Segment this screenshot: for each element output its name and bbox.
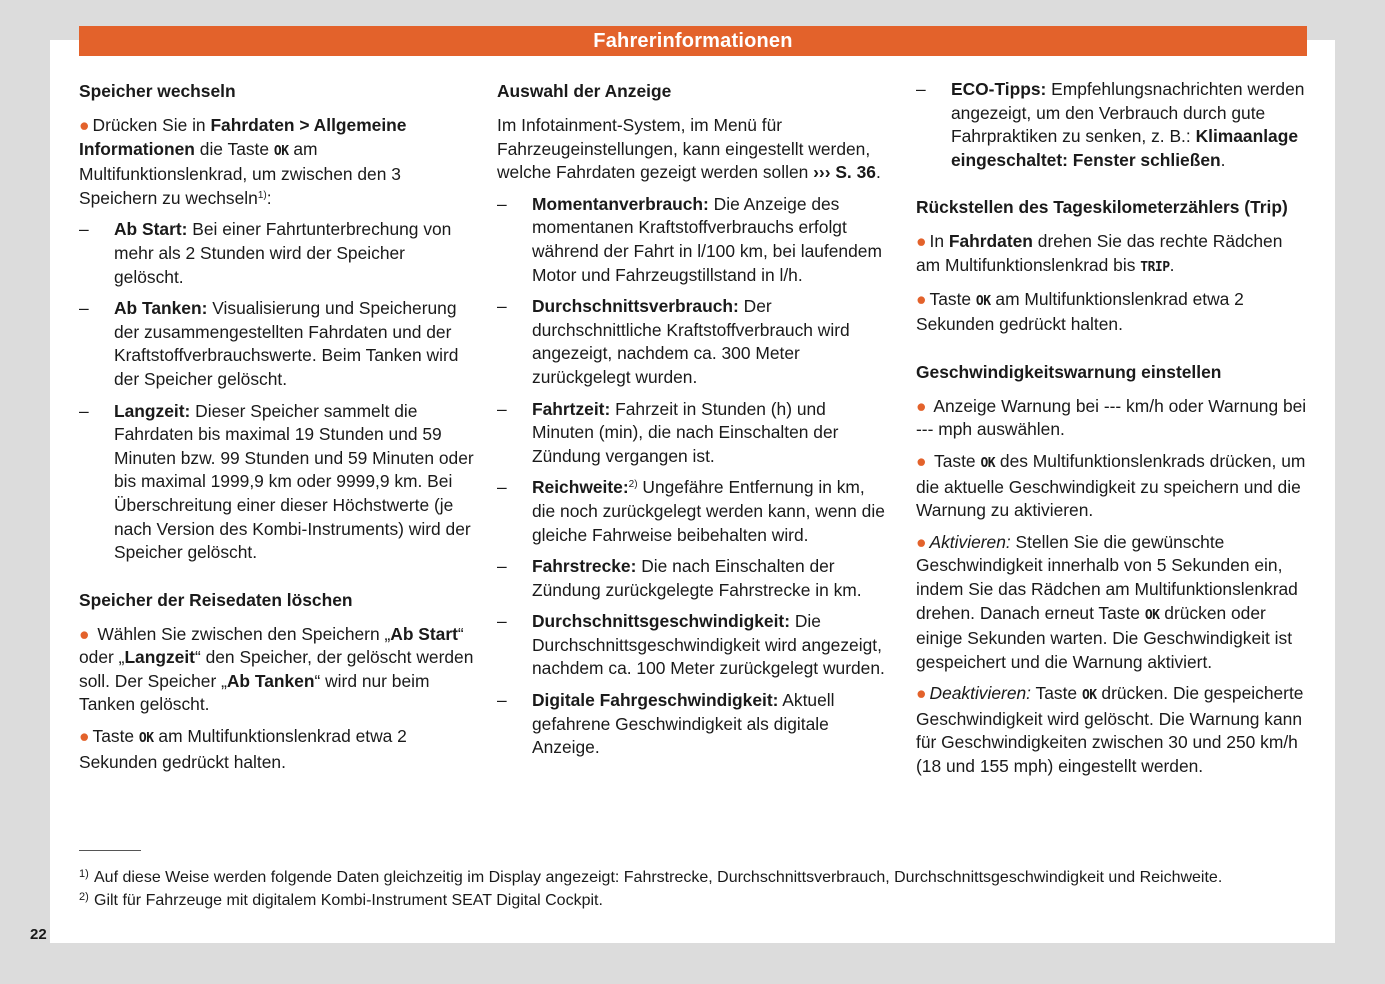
column-3 bbox=[916, 78, 1311, 787]
dash: – bbox=[497, 296, 507, 317]
dash: – bbox=[79, 400, 89, 421]
item-text: Dieser Speicher sammelt die Fahrdaten bis maximal 19 Stunden und 59 Minuten bzw. 99 Stunden und 59 Minuten oder bis maximal 1999,9 km oder 9999,9 km. Bei Überschreitung einer dieser Höchstwerte (je nach Version des Kombi-Instruments) wird der Speicher gelöscht. bbox=[114, 400, 474, 563]
ok-key-icon: OK bbox=[138, 731, 154, 747]
item-label: ECO-Tipps: bbox=[951, 79, 1047, 99]
bullet-icon: ● bbox=[916, 395, 927, 416]
item-text: Bei einer Fahrtunterbrechung von mehr als 2 Stunden wird der Speicher gelöscht. bbox=[114, 219, 452, 287]
list-item bbox=[497, 295, 892, 389]
dash: – bbox=[916, 79, 926, 99]
bullet-icon: ● bbox=[79, 115, 90, 135]
ok-key-icon: OK bbox=[1144, 607, 1160, 623]
item-text: Visualisierung und Speicherung der zusammengestellten Fahrdaten und der Kraftstoffverbrauchswerte. Beim Tanken wird der Speicher gelöscht. bbox=[114, 298, 459, 389]
item-label: Ab Tanken: bbox=[114, 298, 208, 319]
heading-reisedaten-loeschen: Speicher der Reisedaten löschen bbox=[79, 589, 353, 610]
text: am Multifunktionslenkrad etwa 2 Sekunden gedrückt halten. bbox=[79, 726, 407, 772]
bold-text: Fahrdaten > Allgemeine Informationen bbox=[79, 115, 407, 159]
paragraph bbox=[916, 531, 1311, 675]
text: Anzeige Warnung bei --- km/h oder Warnung bei --- mph auswählen. bbox=[916, 395, 1307, 440]
dash: – bbox=[497, 398, 507, 419]
page-reference-link[interactable]: ››› S. 36 bbox=[813, 162, 876, 183]
list-item bbox=[79, 297, 474, 391]
footnote bbox=[79, 866, 1309, 889]
item-label: Reichweite: bbox=[532, 477, 629, 498]
bold-text: Fahrdaten bbox=[948, 231, 1033, 252]
heading-trip-reset: Rückstellen des Tageskilometerzählers (Trip) bbox=[916, 197, 1288, 218]
heading-auswahl-anzeige: Auswahl der Anzeige bbox=[497, 81, 672, 101]
bullet-icon: ● bbox=[916, 683, 927, 704]
dash: – bbox=[497, 690, 507, 711]
bold-text: Klimaanlage eingeschaltet: Fenster schließen bbox=[951, 126, 1299, 170]
item-text: Ungefähre Entfernung in km, die noch zurückgelegt werden kann, wenn die gleiche Fahrweise beibehalten wird. bbox=[532, 477, 885, 545]
list-item bbox=[497, 610, 892, 681]
item-label: Fahrstrecke: bbox=[532, 556, 637, 577]
text: Taste bbox=[1031, 683, 1082, 704]
text: “ wird nur beim Tanken gelöscht. bbox=[79, 670, 430, 715]
paragraph bbox=[79, 114, 474, 210]
paragraph bbox=[916, 288, 1311, 337]
paragraph bbox=[916, 230, 1311, 279]
text: Im Infotainment-System, im Menü für Fahrzeugeinstellungen, kann eingestellt werden, welche Fahrdaten gezeigt werden sollen bbox=[497, 115, 871, 183]
ok-key-icon: OK bbox=[975, 293, 991, 309]
paragraph bbox=[497, 114, 892, 185]
item-label: Durchschnittsgeschwindigkeit: bbox=[532, 611, 790, 632]
item-label: Digitale Fahrgeschwindigkeit: bbox=[532, 690, 779, 711]
ok-key-icon: OK bbox=[1081, 688, 1097, 704]
heading-geschwindigkeitswarnung: Geschwindigkeitswarnung einstellen bbox=[916, 361, 1222, 382]
italic-text: Aktivieren: bbox=[929, 531, 1011, 552]
bullet-icon: ● bbox=[79, 726, 90, 747]
dash: – bbox=[497, 193, 507, 214]
bold-text: Ab Start bbox=[390, 623, 458, 644]
item-text: Aktuell gefahrene Geschwindigkeit als digitale Anzeige. bbox=[532, 690, 835, 758]
text: am Multifunktionslenkrad etwa 2 Sekunden gedrückt halten. bbox=[916, 288, 1244, 335]
list-item bbox=[497, 476, 892, 547]
text: am Multifunktionslenkrad, um zwischen den 3 Speichern zu wechseln bbox=[79, 138, 401, 208]
dash: – bbox=[79, 298, 89, 319]
item-text: Empfehlungsnachrichten werden angezeigt, um den Verbrauch durch gute Fahrpraktiken zu senken, z. B.: bbox=[951, 79, 1305, 147]
list-item bbox=[497, 689, 892, 760]
text: Stellen Sie die gewünschte Geschwindigkeit innerhalb von 5 Sekunden ein, indem Sie das Rädchen am Multifunktionslenkrad drehen. Danach erneut Taste bbox=[916, 531, 1298, 623]
dash: – bbox=[497, 477, 507, 498]
footnote bbox=[79, 889, 1309, 912]
text: drücken oder einige Sekunden warten. Die Geschwindigkeit ist gespeichert und die Warnung aktiviert. bbox=[916, 602, 1293, 672]
footnote-number: 2) bbox=[79, 891, 89, 903]
list-item bbox=[497, 398, 892, 469]
footnote-divider bbox=[79, 850, 141, 851]
text: : bbox=[266, 187, 272, 208]
text: . bbox=[1169, 254, 1175, 275]
dash: – bbox=[79, 219, 89, 240]
heading-speicher-wechseln: Speicher wechseln bbox=[79, 81, 236, 101]
item-text: Die nach Einschalten der Zündung zurückgelegte Fahrstrecke in km. bbox=[532, 556, 862, 600]
item-label: Fahrtzeit: bbox=[532, 398, 611, 419]
paragraph bbox=[79, 725, 474, 774]
item-label: Langzeit: bbox=[114, 400, 191, 421]
page-number: 22 bbox=[30, 926, 47, 943]
item-text: Die Durchschnittsgeschwindigkeit wird angezeigt, nachdem ca. 100 Meter zurückgelegt wurden. bbox=[532, 611, 885, 679]
text: drücken. Die gespeicherte Geschwindigkeit wird gelöscht. Die Warnung kann für Geschwindigkeiten zwischen 30 und 250 km/h (18 und 155 mph) eingestellt werden. bbox=[916, 683, 1304, 777]
text: Taste bbox=[929, 450, 981, 471]
item-text: Fahrzeit in Stunden (h) und Minuten (min), die nach Einschalten der Zündung vergangen ist. bbox=[532, 398, 839, 466]
bullet-icon: ● bbox=[916, 531, 927, 552]
list-item bbox=[79, 218, 474, 289]
footnote-text: Auf diese Weise werden folgende Daten gleichzeitig im Display angezeigt: Fahrstrecke, Durchschnittsverbrauch, Durchschnittsgeschwindigkeit und Reichweite. bbox=[94, 869, 1223, 886]
text: In bbox=[929, 231, 949, 252]
text: des Multifunktionslenkrads drücken, um die aktuelle Geschwindigkeit zu speichern und die Warnung zu aktivieren. bbox=[916, 450, 1306, 521]
dash: – bbox=[497, 611, 507, 632]
text: Drücken Sie in bbox=[92, 115, 211, 135]
text: Taste bbox=[92, 726, 139, 747]
bullet-icon: ● bbox=[916, 288, 927, 309]
footnote-number: 1) bbox=[79, 868, 89, 880]
text: . bbox=[1220, 149, 1226, 170]
list-item bbox=[79, 400, 474, 565]
bold-text: Ab Tanken bbox=[226, 670, 315, 691]
text: . bbox=[875, 162, 881, 183]
text: “ den Speicher, der gelöscht werden soll. Der Speicher „ bbox=[79, 647, 474, 691]
text: Wählen Sie zwischen den Speichern „ bbox=[97, 623, 391, 644]
dash: – bbox=[497, 556, 507, 577]
list-item bbox=[497, 555, 892, 602]
ok-key-icon: OK bbox=[980, 455, 996, 471]
list-item bbox=[497, 193, 892, 287]
bullet-icon: ● bbox=[916, 231, 927, 252]
text: “ oder „ bbox=[79, 623, 464, 668]
text: drehen Sie das rechte Rädchen am Multifunktionslenkrad bis bbox=[916, 231, 1283, 275]
item-text: Der durchschnittliche Kraftstoffverbrauch wird angezeigt, nachdem ca. 300 Meter zurückgelegt wurden. bbox=[532, 296, 850, 387]
text: Taste bbox=[929, 288, 976, 309]
list-item bbox=[916, 78, 1311, 172]
paragraph bbox=[916, 395, 1311, 442]
item-label: Durchschnittsverbrauch: bbox=[532, 296, 739, 317]
footnote-ref: 2) bbox=[628, 479, 638, 491]
bullet-icon: ● bbox=[79, 623, 90, 644]
trip-key-icon: TRIP bbox=[1140, 259, 1170, 275]
paragraph bbox=[916, 450, 1311, 523]
bold-text: Langzeit bbox=[124, 647, 195, 668]
item-text: Die Anzeige des momentanen Kraftstoffverbrauchs erfolgt während der Fahrt in l/100 km, bei laufendem Motor und Fahrzeugstillstand in l/h. bbox=[532, 193, 882, 285]
paragraph bbox=[79, 623, 474, 717]
footnotes bbox=[79, 866, 1309, 912]
footnote-ref: 1) bbox=[257, 189, 267, 201]
item-label: Momentanverbrauch: bbox=[532, 193, 709, 214]
footnote-text: Gilt für Fahrzeuge mit digitalem Kombi-Instrument SEAT Digital Cockpit. bbox=[94, 892, 603, 909]
paragraph bbox=[916, 682, 1311, 778]
page-header bbox=[79, 26, 1307, 56]
header-title: Fahrerinformationen bbox=[593, 29, 793, 52]
item-label: Ab Start: bbox=[114, 219, 188, 240]
column-1 bbox=[79, 78, 474, 782]
column-2 bbox=[497, 78, 892, 768]
bullet-icon: ● bbox=[916, 450, 927, 471]
ok-key-icon: OK bbox=[273, 143, 289, 159]
text: die Taste bbox=[194, 138, 274, 159]
italic-text: Deaktivieren: bbox=[929, 683, 1032, 704]
